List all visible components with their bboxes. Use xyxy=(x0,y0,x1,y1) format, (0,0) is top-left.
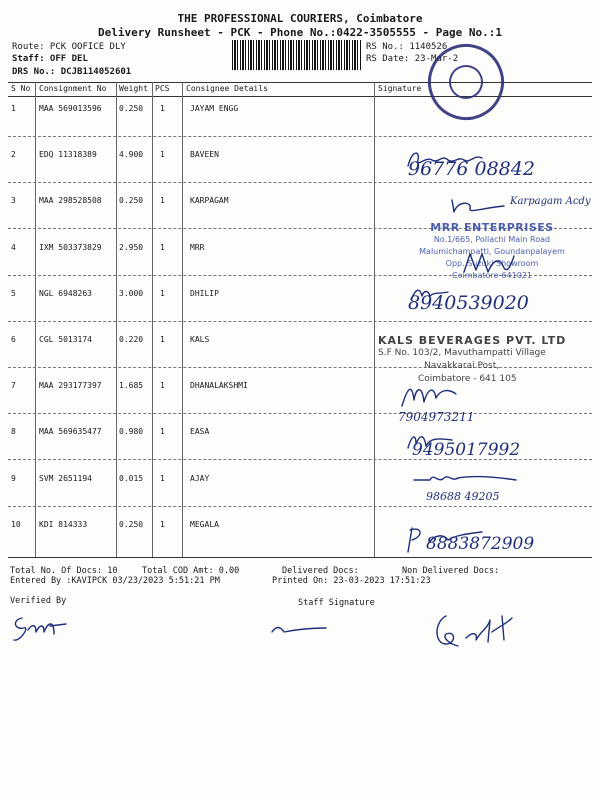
row-divider xyxy=(8,321,592,322)
row-consignee: MRR xyxy=(190,243,205,252)
kals-stamp-line1: KALS BEVERAGES PVT. LTD xyxy=(378,334,567,347)
staff-signature-label: Staff Signature xyxy=(298,598,375,608)
rs-date: RS Date: 23-Mar-2 xyxy=(366,54,459,64)
total-cod-amount: Total COD Amt: 0.00 xyxy=(142,566,240,576)
row-consignee: KALS xyxy=(190,335,210,344)
printed-on: Printed On: 23-03-2023 17:51:23 xyxy=(272,576,431,586)
row5-phone: 8940539020 xyxy=(408,292,529,314)
staff-label: Staff: OFF DEL xyxy=(12,54,88,64)
row-sno: 2 xyxy=(11,150,16,159)
row-consignment-no: SVM 2651194 xyxy=(39,474,92,483)
col-header-pcs: PCS xyxy=(155,84,170,93)
runsheet-subtitle: Delivery Runsheet - PCK - Phone No.:0422-3505555 - Page No.:1 xyxy=(98,26,502,39)
row3-note: Karpagam Acdy xyxy=(510,196,591,207)
company-title: THE PROFESSIONAL COURIERS, Coimbatore xyxy=(177,12,423,25)
row-consignee: JAYAM ENGG xyxy=(190,104,239,113)
row-divider xyxy=(8,182,592,183)
row-pcs: 1 xyxy=(160,335,165,344)
table-top-rule xyxy=(8,82,592,83)
row-pcs: 1 xyxy=(160,150,165,159)
kals-stamp-line3: Navakkarai Post, xyxy=(424,361,500,371)
stamp-inner-ring xyxy=(444,60,488,104)
row-weight: 0.015 xyxy=(119,474,144,483)
row-sno: 5 xyxy=(11,289,16,298)
mrr-stamp-line3: Malumichampatti, Goundanpalayem xyxy=(419,247,565,256)
row-consignee: DHANALAKSHMI xyxy=(190,381,248,390)
row-weight: 4.900 xyxy=(119,150,144,159)
col-header-sno: S No xyxy=(11,84,31,93)
non-delivered-docs: Non Delivered Docs: xyxy=(402,566,500,576)
col-divider xyxy=(35,82,36,557)
row3-signature xyxy=(448,196,508,216)
row-consignment-no: IXM 503373829 xyxy=(39,243,102,252)
kals-stamp-line4: Coimbatore - 641 105 xyxy=(418,374,517,384)
row10-phone: 8883872909 xyxy=(426,534,535,554)
row4-signature xyxy=(460,248,516,278)
row-sno: 10 xyxy=(11,520,21,529)
row-weight: 0.250 xyxy=(119,104,144,113)
row-weight: 0.250 xyxy=(119,520,144,529)
drs-number: DRS No.: DCJB114052601 xyxy=(12,67,132,77)
row-weight: 0.250 xyxy=(119,196,144,205)
col-divider xyxy=(374,82,375,557)
row-consignment-no: MAA 293177397 xyxy=(39,381,102,390)
row-consignment-no: MAA 569013596 xyxy=(39,104,102,113)
col-divider xyxy=(116,82,117,557)
staff-signature-mark xyxy=(270,622,330,638)
rs-number: RS No.: 1140526 xyxy=(366,42,448,52)
mrr-stamp-line1: MRR ENTERPRISES xyxy=(430,221,554,234)
row-divider xyxy=(8,136,592,137)
total-docs: Total No. Of Docs: 10 xyxy=(10,566,118,576)
verified-by-label: Verified By xyxy=(10,596,67,606)
row-pcs: 1 xyxy=(160,427,165,436)
row-pcs: 1 xyxy=(160,243,165,252)
row-consignment-no: EDQ 11318389 xyxy=(39,150,97,159)
row-sno: 1 xyxy=(11,104,16,113)
col-divider xyxy=(182,82,183,557)
row-consignee: MEGALA xyxy=(190,520,219,529)
receiver-signature xyxy=(432,610,528,650)
row-sno: 9 xyxy=(11,474,16,483)
row-consignee: KARPAGAM xyxy=(190,196,229,205)
barcode xyxy=(232,40,362,70)
row-consignee: BAVEEN xyxy=(190,150,219,159)
table-header-rule xyxy=(8,96,592,97)
row-consignee: DHILIP xyxy=(190,289,219,298)
row-pcs: 1 xyxy=(160,289,165,298)
row-pcs: 1 xyxy=(160,381,165,390)
row-weight: 0.980 xyxy=(119,427,144,436)
table-bottom-rule xyxy=(8,557,592,558)
col-header-signature: Signature xyxy=(378,84,422,93)
row-sno: 7 xyxy=(11,381,16,390)
row-pcs: 1 xyxy=(160,196,165,205)
row7-phone: 7904973211 xyxy=(398,410,475,424)
row-consignment-no: MAA 569635477 xyxy=(39,427,102,436)
row7-signature xyxy=(398,380,458,412)
row-consignee: AJAY xyxy=(190,474,210,483)
col-header-consignee: Consignee Details xyxy=(186,84,268,93)
row-pcs: 1 xyxy=(160,474,165,483)
mrr-stamp-line5: Coimbatore-641021 xyxy=(452,271,532,280)
mrr-stamp-line4: Opp. Suzuki Showroom xyxy=(445,259,539,268)
row-weight: 1.685 xyxy=(119,381,144,390)
row2-phone: 96776 08842 xyxy=(408,158,535,180)
row-consignment-no: CGL 5013174 xyxy=(39,335,92,344)
row-weight: 0.220 xyxy=(119,335,144,344)
row-pcs: 1 xyxy=(160,520,165,529)
row-consignment-no: MAA 298528508 xyxy=(39,196,102,205)
row-consignment-no: KDI 814333 xyxy=(39,520,88,529)
row-weight: 2.950 xyxy=(119,243,144,252)
row-sno: 8 xyxy=(11,427,16,436)
col-divider xyxy=(152,82,153,557)
row-divider xyxy=(8,413,592,414)
row-sno: 6 xyxy=(11,335,16,344)
row-sno: 3 xyxy=(11,196,16,205)
col-header-consignment: Consignment No xyxy=(39,84,107,93)
row-sno: 4 xyxy=(11,243,16,252)
kals-beverages-stamp xyxy=(378,334,592,386)
row9-signature xyxy=(410,470,520,488)
kals-stamp-line2: S.F No. 103/2, Mavuthampatti Village xyxy=(378,348,546,358)
row8-phone: 9495017992 xyxy=(412,440,521,460)
row-weight: 3.000 xyxy=(119,289,144,298)
verifier-signature xyxy=(10,612,70,646)
entered-by: Entered By :KAVIPCK 03/23/2023 5:51:21 PM xyxy=(10,576,220,586)
col-header-weight: Weight xyxy=(119,84,148,93)
mrr-stamp-line2: No.1/665, Pollachi Main Road xyxy=(433,235,551,244)
row-consignment-no: NGL 6948263 xyxy=(39,289,92,298)
row-pcs: 1 xyxy=(160,104,165,113)
route-label: Route: PCK OOFICE DLY xyxy=(12,42,126,52)
row9-phone: 98688 49205 xyxy=(426,490,500,503)
row-consignee: EASA xyxy=(190,427,210,436)
delivered-docs: Delivered Docs: xyxy=(282,566,359,576)
row-divider xyxy=(8,506,592,507)
